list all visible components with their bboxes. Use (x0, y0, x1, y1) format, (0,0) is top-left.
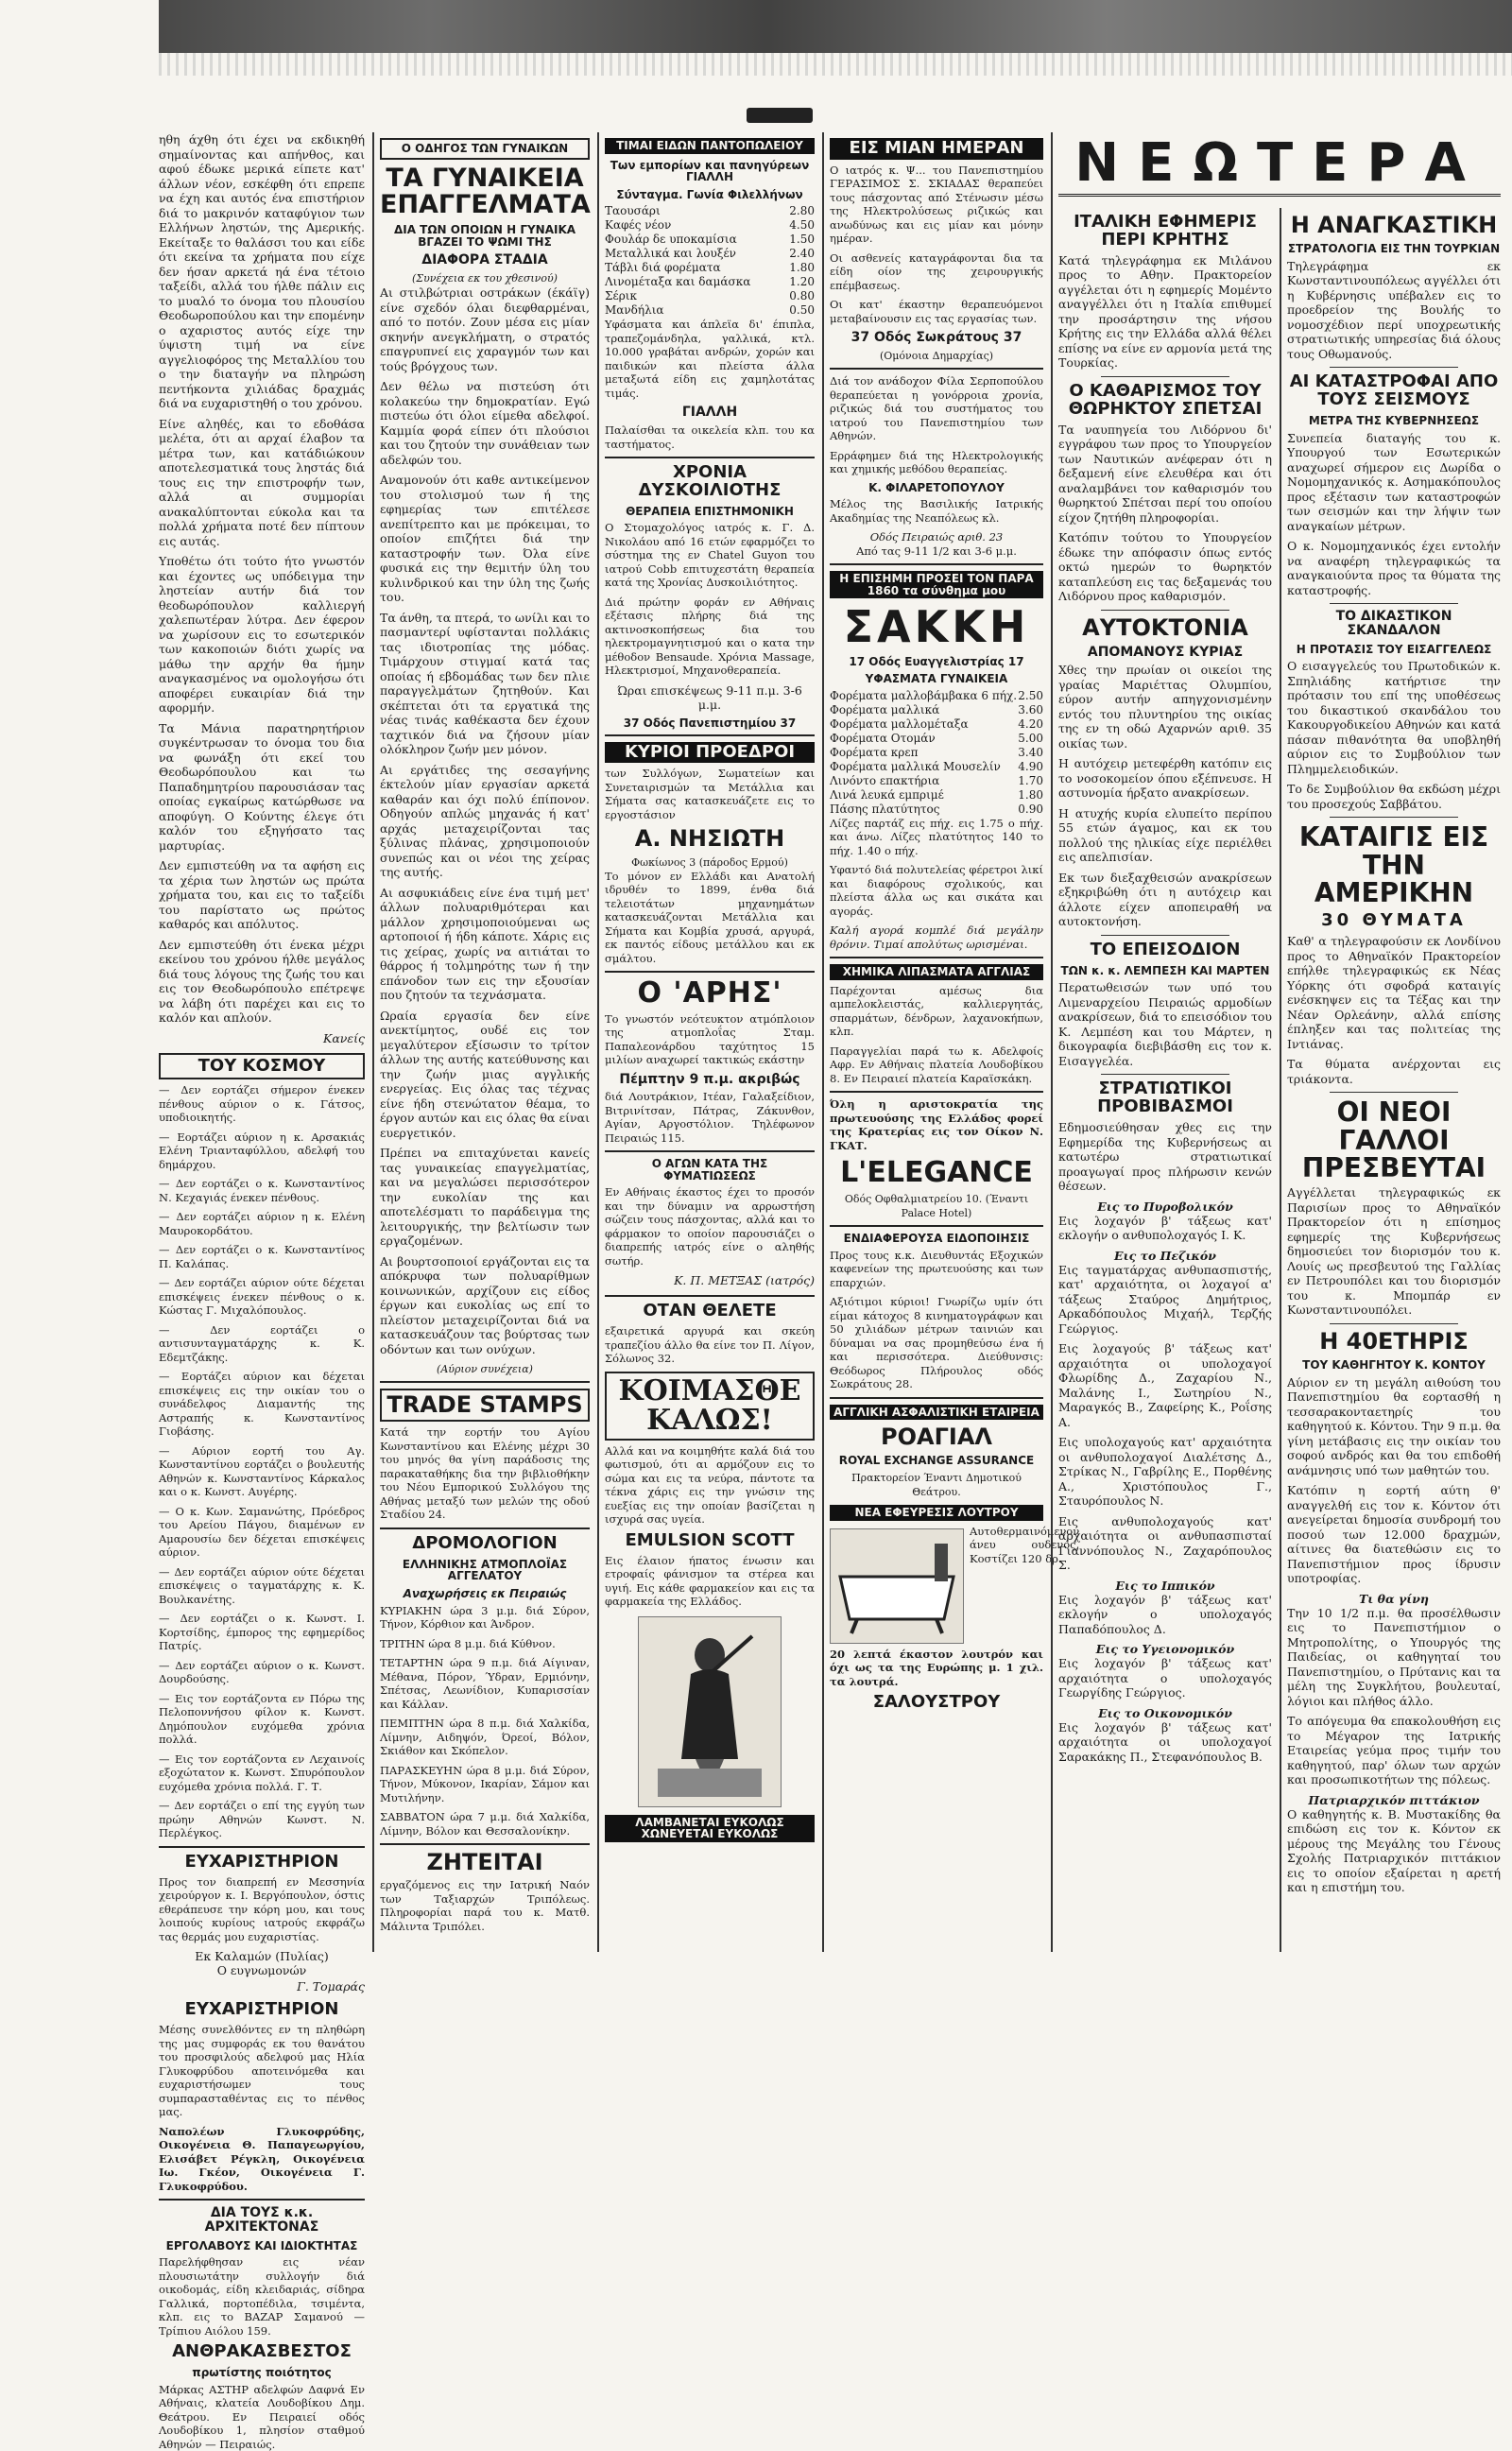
page-top-strip (159, 53, 1512, 76)
section-heading: ΑΝΘΡΑΚΑΣΒΕΣΤΟΣ (172, 2341, 352, 2362)
ad-text: Μάρκας ΑΣΤΗΡ αδελφών Δαφνά Εν Αθήναις, κλατεία Λουδοβίκου Δημ. Θεάτρου. Εν Πειραιεί οδός Λουδοβίκου 1, πλησίον σταθμού Αθηνών — Πειραιώς. (159, 2382, 365, 2451)
headline: Ο ΚΑΘΑΡΙΣΜΟΣ ΤΟΥ ΘΩΡΗΚΤΟΥ ΣΠΕΤΣΑΙ (1068, 380, 1263, 419)
section-heading: ΔΙΑ ΤΟΥΣ κ.κ. ΑΡΧΙΤΕΚΤΟΝΑΣ (204, 2205, 319, 2235)
divider (1101, 1074, 1229, 1075)
ad-text: Το μόνον εν Ελλάδι και Ανατολή ιδρυθέν το 1899, ένθα διά τελειοτάτων μηχανημάτων κατασκευάζονται Μετάλλια και Σήματα και Κομβία χρυσά, αργυρά, εκ παντός είδους μετάλλου και εκ σμάλτου. (605, 869, 815, 965)
notice-text: — Δεν εορτάζει αύριον ο κ. Κωνστ. Δουρδούσης. (159, 1658, 365, 1686)
article-text: Εις λοχαγόν β' τάξεως κατ' αρχαιότητα οι υπολοχαγοί Σαρακάκης Π., Στεφανόπουλος Β. (1058, 1719, 1272, 1764)
price-item-name: Μεταλλικά και λουξέν (605, 247, 736, 261)
headline: ΑΥΤΟΚΤΟΝΙΑ (1082, 613, 1248, 641)
price-row (830, 703, 1043, 717)
article-text: Δεν εμπιστεύθη ότι ένεκα μέχρι εκείνου του χρόνου ήλθε μεγάλος διά τους λόγους της ζωής του και εις τον Θεοδωρόπουλο επέτρεψε να λάβη ότι παρέχει και εις το καλόν και απλούν. (159, 937, 365, 1025)
article-text: Πρέπει να επιταχύνεται κανείς τας γυναικείας επαγγελματίας, και να μεγαλώσει περισσότερον την ευκολίαν της και αποτελέσματι το παράδειγμα της λειτουργικής, την βελτίωσιν των εργαζομένων. (380, 1146, 590, 1249)
ad-footer: ΛΑΜΒΑΝΕΤΑΙ ΕΥΚΟΛΩΣ ΧΩΝΕΥΕΤΑΙ ΕΥΚΟΛΩΣ (605, 1815, 815, 1842)
ad-subheading: Σύνταγμα. Γωνία Φιλελλήνων (616, 187, 803, 201)
ad-subheading: ΕΛΛΗΝΙΚΗΣ ΑΤΜΟΠΛΟΪΑΣ ΑΓΓΕΛΑΤΟΥ (402, 1557, 568, 1583)
notice-text: — Αύριον εορτή του Αγ. Κωνσταντίνου εορτάζει ο βουλευτής Αθηνών κ. Κωνσταντίνος Κάρκαλος και ο κ. Κωνστ. Αυγέρης. (159, 1443, 365, 1499)
price-item-name: Σέρικ (605, 289, 637, 303)
price-item-value: 0.80 (789, 289, 815, 303)
divider (1330, 817, 1458, 818)
headline: ΑΙ ΚΑΤΑΣΤΡΟΦΑΙ ΑΠΟ ΤΟΥΣ ΣΕΙΣΜΟΥΣ (1289, 371, 1499, 410)
article-text: Εις λοχαγόν β' τάξεως κατ' εκλογήν ο υπολοχαγός Παπαδόπουλος Δ. (1058, 1592, 1272, 1636)
ad-subheading: ΥΦΑΣΜΑΤΑ ΓΥΝΑΙΚΕΙΑ (865, 672, 1008, 686)
column-3 (605, 132, 815, 1952)
ad-name: ΣΑΛΟΥΣΤΡΟΥ (872, 1692, 1001, 1712)
address-line: 37 Οδός Πανεπιστημίου 37 (623, 716, 797, 730)
article-text: Ο εισαγγελεύς του Πρωτοδικών κ. Σπηλιάδης κατήρτισε την πρότασιν του επί της υποθέσεως του δικαστικού σκανδάλου του Κακουργοδικείου Αθηνών και κατά πάσαν πιθανότητα θα υποβληθή αύριον εις το Συμβούλιον των Πλημμελειοδικών. (1287, 659, 1501, 776)
price-item-value: 4.20 (1018, 716, 1043, 731)
schedule-line: ΣΑΒΒΑΤΟΝ ώρα 7 μ.μ. διά Χαλκίδα, Λίμνην, Βόλον και Θεσσαλονίκην. (380, 1810, 590, 1838)
ad-text: Ο ιατρός κ. Ψ... του Πανεπιστημίου ΓΕΡΑΣΙΜΟΣ Σ. ΣΚΙΑΔΑΣ θεραπεύει τους πάσχοντας από Στένωσιν μέσω της Ηλεκτρολύσεως ριζικώς και ανωδύνως και εις μίαν και μόνην ημέραν. (830, 163, 1043, 246)
price-item-value: 1.20 (789, 275, 815, 289)
subheadline: ΜΕΤΡΑ ΤΗΣ ΚΥΒΕΡΝΗΣΕΩΣ (1308, 414, 1480, 428)
price-item-name: Λινομέταξα και δαμάσκα (605, 275, 751, 289)
ad-name: Κ. ΦΙΛΑΡΕΤΟΠΟΥΛΟΥ (868, 480, 1005, 494)
notice-text: — Εις τον εορτάζοντα εν Λεχαινοίς εξοχώτατον κ. Κωνστ. Σπυρόπουλον ευχόμεθα χρόνια πολλά. Γ. Τ. (159, 1752, 365, 1793)
article-text: Αι εργάτιδες της σεσαγήνης έκτελούν μίαν εργασίαν αρκετά καθαράν και όχι πολύ έπίπονον. Οδηγούν απλώς μηχανάς ή κατ' αρχάς μεταχειρίζονται τας ξύλινας πλάνας, χρησιμοποιούν συνεπώς και οι νέοι της χείρας της αυτής. (380, 762, 590, 880)
price-item-value: 1.70 (1018, 773, 1043, 787)
divider (159, 2199, 365, 2201)
divider (830, 1397, 1043, 1399)
divider (380, 1381, 590, 1383)
article-text: Την 10 1/2 π.μ. θα προσέλθωσιν εις το Πανεπιστήμιον ο Μητροπολίτης, ο Υπουργός της Παιδείας, οι καθηγηταί του Πανεπιστημίου, ο Πρύτανις και τα μέλη της Συγκλήτου, βουλευταί, λόγιοι και πλήθος άλλο. (1287, 1605, 1501, 1708)
notice-text: Μέσης συνελθόντες εν τη πληθώρη της μας συμφοράς εκ του θανάτου του προσφιλούς αδελφού μας Ηλία Γλυκοφρύδου αποτεινόμεθα και ευχαριστήσωμεν τους συμπαρασταθέντας εις το πένθος μας. (159, 2023, 365, 2119)
price-row (830, 788, 1043, 803)
section-heading: ΕΥΧΑΡΙΣΤΗΡΙΟΝ (184, 1851, 339, 1872)
article-text: Εδημοσιεύθησαν χθες εις την Εφημερίδα της Κυβερνήσεως αι κατωτέρω στρατιωτικαί προαγωγαί προς πλήρωσιν κενών θέσεων. (1058, 1120, 1272, 1194)
ad-name: ΡΟΑΓΙΑΛ (881, 1424, 992, 1451)
subsection-title: Εις το Ιππικόν (1115, 1578, 1215, 1593)
price-row (605, 247, 815, 261)
headline: Η 40ΕΤΗΡΙΣ (1319, 1327, 1469, 1355)
ad-heading: ΕΙΣ ΜΙΑΝ ΗΜΕΡΑΝ (830, 138, 1043, 160)
divider (380, 1843, 590, 1845)
price-item-value: 2.50 (1018, 688, 1043, 702)
price-item-value: 1.80 (1018, 787, 1043, 802)
subsection-title: Εις το Υγειονομικόν (1095, 1642, 1235, 1657)
article-text: Ωραία εργασία δεν είνε ανεκτίμητος, ουδέ εις τον μεγαλύτερον εξίσωσιν το τρίτον άλλων της αυτής κατεύθυνσης και την ζωήν μιας αγγλικής ενεργείας. Εις όλας τας τέχνας είνε ήδη στενώτατον θέαμα, το έργον αυτών και εις όλας θα είναι ευεργετικόν. (380, 1008, 590, 1140)
column-1 (159, 132, 365, 2451)
notice-text: — Δεν εορτάζει αύριον ούτε δέχεται επισκέψεις ένεκεν πένθους ο κ. Κώστας Γ. Μιχαλόπουλος. (159, 1276, 365, 1318)
masthead-ornament (747, 108, 813, 123)
address-line: Οδός Πειραιώς αριθ. 23 (869, 530, 1004, 544)
price-item-value: 5.00 (1018, 731, 1043, 745)
ad-name: Α. ΝΗΣΙΩΤΗ (634, 825, 785, 853)
page-top-border (159, 0, 1512, 53)
article-text: Τα ναυπηγεία του Λιδόρνου δι' εγγράφου των προς το Υπουργείον των Ναυτικών ανέφεραν ότι η δεξαμενή είνε ελευθέρα και ότι αναλαμβάνει τον καθαρισμόν του θωρηκτού Σπέτσαι περί του οποίου είχον ζητήθη πληροφορίαι. (1058, 422, 1272, 525)
ad-heading: ΖΗΤΕΙΤΑΙ (426, 1849, 543, 1876)
ad-text: Παραγγελίαι παρά τω κ. Αδελφοίς Αφρ. Εν Αθήναις πλατεία Λουδοβίκου 8. Εν Πειραιεί πλατεία Καραϊσκάκη. (830, 1044, 1043, 1085)
address-line: Οδός Οφθαλμιατρείου 10. (Έναντι Palace Hotel) (844, 1192, 1029, 1219)
article-text: Ο καθηγητής κ. Β. Μυστακίδης θα επιδώση εις τον κ. Κόντον εκ μέρους της Μεγάλης του Γένους Σχολής Πατριαρχικόν πιττάκιον εις το οποίον εξαίρεται η αρετή και η επιστήμη του. (1287, 1806, 1501, 1895)
article-text: Εις ταγματάρχας ανθυπασπιστής, κατ' αρχαιότητα, οι λοχαγοί α' τάξεως Σταύρος Δημήτριος, Αρκαδόπουλος Μιχαήλ, Τερζής Γεώργιος. (1058, 1262, 1272, 1336)
article-text: Η αυτόχειρ μετεφέρθη κατόπιν εις το νοσοκομείον όπου εξέπνευσε. Η αστυνομία ήρξατο ανακρίσεων. (1058, 756, 1272, 801)
article-text: Το απόγευμα θα επακολουθήση εις το Μέγαρον της Ιατρικής Εταιρείας γεύμα προς τιμήν του καθηγητού, παρ' όλων των αρχών και προσωπικοτήτων της πόλεως. (1287, 1714, 1501, 1787)
subsection-title: Εις το Οικονομικόν (1098, 1705, 1232, 1720)
article-text: Αι βουρτσοποιοί εργάζονται εις τα απόκρυφα των πολυαρίθμων κοινωνικών, αρχίζουν εις είδος έργων και ευκολίας ως επί το πλείστον μεταχειρίζονται διά να κατασκευάζουν τας βούρτσας των οδόντων και των ονύχων. (380, 1253, 590, 1356)
notice-text: — Δεν εορτάζει ο κ. Κωνσταντίνος Ν. Κεχαγιάς ένεκεν πένθους. (159, 1177, 365, 1204)
ad-text: Παρελήφθησαν εις νέαν πλουσιωτάτην συλλογήν διά οικοδομάς, είδη κλειδαριάς, σίδηρα Γαλλικά, πορτοπέδιλα, τσιμέντα, κλπ. εις το ΒΑΖΑΡ Σαμανού — Τρίπιου Αιόλου 159. (159, 2255, 365, 2338)
ad-text: Κατά την εορτήν του Αγίου Κωνσταντίνου και Ελένης μέχρι 30 του μηνός θα γίνη παράδοσις της παρακαταθήκης δια την βιβλιοθήκην του Νέου Εμπορικού Συλλόγου της Αθήνας μεταξύ των μελών της οδού Σταδίου 24. (380, 1425, 590, 1522)
bath-ad-body (830, 1524, 1080, 1648)
ad-subheading: Των εμπορίων και πανηγύρεων ΓΙΑΛΛΗ (610, 158, 810, 184)
ad-heading: ΚΥΡΙΟΙ ΠΡΟΕΔΡΟΙ (605, 742, 815, 764)
price-row (830, 732, 1043, 746)
article-text: Συνεπεία διαταγής του κ. Υπουργού των Εσωτερικών αναχωρεί σήμερον εις Δωρίδα ο Νομομηχανικός κ. Ασημακόπουλος προς εξέτασιν των καταστροφών των σεισμών και την λήψιν των αναγκαίων μέτρων. (1287, 430, 1501, 533)
column-rule (1051, 132, 1053, 1952)
article-text: Δεν θέλω να πιστεύση ότι κολακεύω την δημοκρατίαν. Εγώ πιστεύω ότι όλοι είμεθα αδελφοί. Καμμία φορά είπεν ότι πλούσιοι και του ζητούν την συνάθειαν των αδελφών του. (380, 379, 590, 467)
article-text: Τα Μάνια παρατηρητήριον συγκέντρωσαν το όνομα του δια να φωνάξη ότι εκεί του Θεοδωρόπουλου και τω Παπαδημητρίου παρουσιάσαν τας οποίας εγκαίρως κατώρθωσε να αποφύγη. Ο Κούντης έλεγε ότι καλόν του εξηγήσατο τας μαρτυρίας. (159, 720, 365, 853)
divider (830, 1225, 1043, 1227)
price-item-value: 4.90 (1018, 759, 1043, 773)
notice-signers: Ναπολέων Γλυκοφρύδης, Οικογένεια Θ. Παπαγεωργίου, Ελισάβετ Ρέγκλη, Οικογένεια Ιω. Γκέον, Οικογένεια Γ. Γλυκοφρύδου. (159, 2124, 365, 2193)
column-rule (1280, 208, 1281, 1952)
subheadline: ΣΤΡΑΤΟΛΟΓΙΑ ΕΙΣ ΤΗΝ ΤΟΥΡΚΙΑΝ (1287, 242, 1501, 256)
article-text: Αι στιλβώτριαι οστράκων (έκάϊγ) είνε σχεδόν όλαι διεφθαρμέναι, από το ποτόν. Ζουν μέσα εις μίαν σκηνήν ανεγκλήματη, ο στρατός επαγρυπνεί εις χαραγμόν των και τούς βρόγχους των. (380, 285, 590, 373)
address-line: (Ομόνοια Δημαρχίας) (879, 350, 994, 363)
divider (830, 1091, 1043, 1093)
article-text: Εκ των διεξαχθεισών ανακρίσεων εξηκριβώθη ότι η αυτόχειρ και άλλοτε είχεν αποπειραθή να αυτοκτονήση. (1058, 870, 1272, 929)
article-text: Κατόπιν τούτου το Υπουργείον έδωκε την απόφασιν όπως εντός οκτώ ημερών το θωρηκτόν καταπλεύση εις τας δεξαμενάς του Λιδόρνου προς καθαρισμόν. (1058, 530, 1272, 604)
ad-subheading: ROYAL EXCHANGE ASSURANCE (838, 1454, 1035, 1468)
price-item-name: Πάσης πλατύτητος (830, 802, 940, 816)
headline: ΙΤΑΛΙΚΗ ΕΦΗΜΕΡΙΣ ΠΕΡΙ ΚΡΗΤΗΣ (1074, 212, 1257, 250)
ad-heading: Ο ΑΓΩΝ ΚΑΤΑ ΤΗΣ ΦΥΜΑΤΙΩΣΕΩΣ (651, 1157, 768, 1182)
price-row (830, 717, 1043, 732)
notice-text: — Εορτάζει αύριον και δέχεται επισκέψεις εις την οικίαν του ο συνάδελφος Διαμαντής της Αστραπής κ. Κωνσταντίνος Γιοβάσης. (159, 1370, 365, 1439)
ad-text: Αλλά και να κοιμηθήτε καλά διά του φωτισμού, ότι αι αρμόζουν εις το σώμα και εις τα νεύρα, πάντοτε τα τέκνα χάρις εις την γνώσιν της ευεξίας εις την οποίαν βασίζεται η ισχυρά σας υγεία. (605, 1443, 815, 1527)
price-item-name: Φορέματα μαλλικά (830, 702, 940, 716)
signature: Γ. Τομαράς (297, 1979, 365, 1994)
price-item-value: 1.50 (789, 233, 815, 247)
column-rule (597, 132, 599, 1952)
price-item-name: Φουλάρ δε υποκαμίσια (605, 233, 737, 247)
continuation-note: (Αύριον συνέχεια) (437, 1363, 533, 1376)
signature: Κανείς (323, 1030, 365, 1045)
hours-line: Από τας 9-11 1/2 και 3-6 μ.μ. (856, 544, 1017, 559)
ad-text: Αυτοθερμαινόμενον άνευ ουδενός, Κοστίζει 120 δρ. (970, 1524, 1080, 1565)
notice-text: — Ο κ. Κων. Σαμανώτης, Πρόεδρος του Αρείου Πάγου, διαμένων εν Αμαρουσίω δεν δέχεται επισκέψεις αύριον. (159, 1504, 365, 1560)
price-item-value: 0.50 (789, 303, 815, 318)
price-row (830, 760, 1043, 774)
divider (1101, 376, 1229, 377)
ad-text: Υφαντό διά πολυτελείας φέρετροι λικί και διαφόρους σχολικούς, και πλείστα άλλα ως και σικάτα και αγοράς. (830, 863, 1043, 918)
ad-text: Καλή αγορά κομπλέ διά μεγάλην θρόνιν. Τιμαί απολύτως ωρισμέναι. (830, 923, 1043, 951)
ad-heading: ΧΗΜΙΚΑ ΛΙΠΑΣΜΑΤΑ ΑΓΓΛΙΑΣ (830, 964, 1043, 980)
bathtub-icon (831, 1529, 963, 1643)
price-row (830, 774, 1043, 788)
price-item-name: Τάβλι διά φορέματα (605, 261, 721, 275)
notice-text: — Δεν εορτάζει αύριον η κ. Ελένη Μαυροκορδάτου. (159, 1210, 365, 1237)
address-line: 17 Οδός Ευαγγελιστρίας 17 (849, 654, 1024, 668)
article-text: Αγγέλλεται τηλεγραφικώς εκ Παρισίων προς το Αθηναϊκόν Πρακτορείον ότι η επίσημος εφημερίς της Κυβερνήσεως δημοσιεύει τον διορισμόν του κ. Λουίς ως πρεσβευτού της Γαλλίας εν Πετρουπόλει και του διορισμόν του κ. Μπομπάρ εν Κωνσταντινουπόλει. (1287, 1185, 1501, 1318)
ad-text: διά Λουτράκιον, Ιτέαν, Γαλαξείδιον, Βιτρινίτσαν, Πάτρας, Ζάκυνθον, Αγίαν, Αργοστόλιον. Τηλέφωνον Πειραιώς 115. (605, 1090, 815, 1145)
divider (605, 734, 815, 736)
schedule-line: ΚΥΡΙΑΚΗΝ ώρα 3 μ.μ. διά Σύρον, Τήνον, Κόρθιον και Άνδρον. (380, 1603, 590, 1631)
fisherman-icon (639, 1617, 781, 1806)
ad-subheading: Αναχωρήσεις εκ Πειραιώς (403, 1586, 567, 1600)
headline: ΣΤΡΑΤΙΩΤΙΚΟΙ ΠΡΟΒΙΒΑΣΜΟΙ (1097, 1079, 1233, 1117)
price-item-value: 3.60 (1018, 702, 1043, 716)
schedule-line: ΠΕΜΠΤΗΝ ώρα 8 π.μ. διά Χαλκίδα, Λίμνην, Αιδηψόν, Όρεοί, Βόλον, Σκιάθον και Σκόπελον. (380, 1717, 590, 1758)
subheadline: 30 ΘΥΜΑΤΑ (1321, 910, 1467, 931)
headline: ΤΟ ΕΠΕΙΣΟΔΙΟΝ (1090, 939, 1241, 959)
price-item-name: Ταουσάρι (605, 204, 661, 218)
section-subheading: πρωτίστης ποιότητος (192, 2366, 332, 2380)
ad-text: Διά πρώτην φοράν εν Αθήναις εξέτασις πλήρης διά της ακτινοσκοπήσεως δια του ηλεκτρομαγνητισμού και ο κατα την μέθοδον Bensaude. Χρόνια Massage, Ηλεκτρισμοί, Μηχανοθεραπεία. (605, 595, 815, 678)
address-line: 37 Οδός Σωκράτους 37 (850, 330, 1022, 346)
price-row (605, 218, 815, 233)
section-subheading: ΕΡΓΟΛΑΒΟΥΣ ΚΑΙ ΙΔΙΟΚΤΗΤΑΣ (165, 2238, 358, 2253)
section-heading: ΕΥΧΑΡΙΣΤΗΡΙΟΝ (184, 1999, 339, 2020)
article-text: Αι ασφυκιάδεις είνε ένα τιμή μετ' άλλων πολυαριθμότεραι και μάλλον χρησιμοποιούμεναι ως αρτοποιοί ή ήδη κάποτε. Χάρις εις τις χείρας, χωρίς να αιτιάται το θάρρος ή τολμηρότης των ή την επάνοδον των εις την εξουσίαν που ζητούν τα τεχνάσματα. (380, 885, 590, 1003)
newspaper-page (159, 132, 1502, 2451)
notice-text: — Δεν εορτάζει σήμερον ένεκεν πένθους αύριον ο κ. Γάτσος, υποδιοικητής. (159, 1083, 365, 1125)
ad-text: Λίζες παρτάζ εις πήχ. εις 1.75 ο πήχ. και άνω. Λίζες πλατύτητος 140 το πήχ. 1.40 ο πήχ. (830, 816, 1043, 857)
ad-text: Υφάσματα και άπλεϊα δι' έπιπλα, τραπεζομάνδηλα, γαλλικά, κτλ. 10.000 γραβάται ανδρών, χορών και παιδικών και πλείστα άλλα μεταξωτά είδη εις χαμηλοτάτας τιμάς. (605, 318, 815, 400)
price-item-name: Λινόντο επακτήρια (830, 773, 940, 787)
place-line: Ο ευγνωμονών (216, 1963, 307, 1978)
divider (1330, 1092, 1458, 1093)
article-text: Εις λοχαγόν β' τάξεως κατ' αρχαιότητα ο υπολοχαγός Γεωργίδης Γεώργιος. (1058, 1656, 1272, 1700)
price-row (605, 275, 815, 289)
ad-subheading: Πέμπτην 9 π.μ. ακριβώς (619, 1071, 800, 1087)
article-text: Τα άνθη, τα πτερά, το ωνίλι και το πασμαντερί υφίστανται πολλάκις τας ιδιοτροπίας της μόδας. Τιμάρχουν στιγμαί κατά τας οποίας ή εβδομάδας των δεν πλιε παραγγελμάτων ζητηθούν. Και σκέπτεται ότι τα εργατικά της νέας τινάς καθέκαστα δεν έχουν ταχτικόν διά να ζήσουν μίαν ολόκληρον ζωήν μεν μόνον. (380, 610, 590, 757)
ad-text: 20 λεπτά έκαστον λουτρόν και όχι ως τα της Ευρώπης μ. 1 χιλ. τα λουτρά. (830, 1647, 1043, 1688)
price-item-value: 4.50 (789, 218, 815, 233)
section-heading: ΤΟΥ ΚΟΣΜΟΥ (159, 1053, 365, 1080)
place-line: Εκ Καλαμών (Πυλίας) (195, 1949, 329, 1964)
price-item-name: Μανδήλια (605, 303, 664, 318)
price-item-name: Λινά λευκά εμπριμέ (830, 787, 944, 802)
notice-text: — Εορτάζει αύριον η κ. Αρσακιάς Ελένη Τριανταφύλλου, αδελφή του δημάρχου. (159, 1130, 365, 1171)
price-row (605, 204, 815, 218)
ad-name: L'ELEGANCE (840, 1156, 1033, 1190)
ad-name: ΣΑΚΚΗ (843, 601, 1030, 653)
price-row (605, 289, 815, 303)
article-text: Εις υπολοχαγούς κατ' αρχαιότητα οι ανθυπολοχαγοί Διαλέτσης Δ., Στρίκας Ν., Γαβρίλης Ε., Πορθένης Α., Χριστόπουλος Γ., Σταυρόπουλος Ν. (1058, 1435, 1272, 1509)
divider (605, 971, 815, 973)
headline: ΤΟ ΔΙΚΑΣΤΙΚΟΝ ΣΚΑΝΔΑΛΟΝ (1335, 609, 1452, 638)
section-banner: ΝΕΩΤΕΡΑ (1058, 132, 1501, 197)
subheadline: ΑΠΟΜΑΝΟΥΣ ΚΥΡΙΑΣ (1087, 644, 1244, 660)
price-item-name: Καφές νέον (605, 218, 672, 233)
article-text: Το δε Συμβούλιον θα εκδώση μέχρι του προσεχούς Σαββάτου. (1287, 782, 1501, 811)
signature: Κ. Π. ΜΕΤΞΑΣ (ιατρός) (674, 1273, 815, 1288)
section-heading: Ο ΟΔΗΓΟΣ ΤΩΝ ΓΥΝΑΙΚΩΝ (380, 138, 590, 160)
column-5 (1058, 208, 1272, 1952)
ad-heading: ΚΟΙΜΑΣΘΕ ΚΑΛΩΣ! (605, 1372, 815, 1441)
divider (830, 957, 1043, 958)
notice-text: — Δεν εορτάζει ο κ. Κωνσταντίνος Π. Καλάπας. (159, 1243, 365, 1270)
divider (1101, 610, 1229, 611)
price-row (605, 303, 815, 318)
price-row (830, 689, 1043, 703)
price-list (830, 689, 1043, 817)
bathtub-illustration (830, 1528, 964, 1644)
article-text: Εις λοχαγόν β' τάξεως κατ' εκλογήν ο ανθυπολοχαγός Ι. Κ. (1058, 1213, 1272, 1243)
article-text: Τα θύματα ανέρχονται εις τριάκοντα. (1287, 1057, 1501, 1086)
ad-name: ΓΙΑΛΛΗ (681, 405, 738, 421)
ad-text: των Συλλόγων, Σωματείων και Συνεταιρισμών τα Μετάλλια και Σήματα σας κατασκευάζετε εις το εργοστάσιον (605, 767, 815, 821)
neotera-banner (1058, 132, 1501, 208)
column-2 (380, 132, 590, 1952)
price-item-value: 1.80 (789, 261, 815, 275)
subheadline: ΔΙΑΦΟΡΑ ΣΤΑΔΙΑ (421, 252, 548, 268)
ad-heading: ΧΡΟΝΙΑ ΔΥΣΚΟΙΛΙΟΤΗΣ (638, 462, 782, 500)
divider (605, 1150, 815, 1152)
price-item-value: 2.80 (789, 204, 815, 218)
subsection-title: Εις το Πυροβολικόν (1097, 1199, 1233, 1214)
ad-text: Το γνωστόν νεότευκτον ατμόπλοιον της ατμοπλοΐας Σταμ. Παπαλεονάρδου ταχύτητος 15 μιλίων αναχωρεί τακτικώς εκάστην (605, 1011, 815, 1067)
ad-heading: ΔΡΟΜΟΛΟΓΙΟΝ (412, 1532, 558, 1553)
headline: ΚΑΤΑΙΓΙΣ ΕΙΣ ΤΗΝ ΑΜΕΡΙΚΗΝ (1298, 821, 1489, 908)
ad-text: Μέλος της Βασιλικής Ιατρικής Ακαδημίας της Νεαπόλεως κλ. (830, 497, 1043, 525)
ad-heading: ΤΙΜΑΙ ΕΙΔΩΝ ΠΑΝΤΟΠΩΛΕΙΟΥ (605, 138, 815, 154)
divider (1330, 367, 1458, 368)
article-text: Εις ανθυπολοχαγούς κατ' αρχαιότητα οι ανθυπασπισταί Γιαννόπουλος Ν., Ζαχαρόπουλος Σ. (1058, 1513, 1272, 1573)
price-row (605, 233, 815, 247)
divider (1330, 603, 1458, 604)
divider (605, 457, 815, 458)
price-item-name: Φορέματα κρεπ (830, 745, 919, 759)
subsection-title: Τι θα γίνη (1358, 1591, 1430, 1606)
ad-text: Παρέχονται αμέσως δια αμπελοκλειστάς, καλλιεργητάς, σπαρμάτων, δένδρων, λαχανοκήπων, κλπ. (830, 983, 1043, 1039)
address-line: Πρακτορείον Έναντι Δημοτικού Θεάτρου. (851, 1471, 1022, 1498)
ad-text: Ο Στομαχολόγος ιατρός κ. Γ. Δ. Νικολάου από 16 ετών εφαρμόζει το σύστημα της εν Chatel Guyon του ιατρού Cobb επιτυχεστάτη θεραπεία κατά της Χρονίας Δυσκοιλιότητος. (605, 521, 815, 590)
price-row (605, 261, 815, 275)
divider (1330, 1323, 1458, 1324)
price-row (830, 746, 1043, 760)
schedule-line: ΠΑΡΑΣΚΕΥΗΝ ώρα 8 μ.μ. διά Σύρον, Τήνον, Μύκονον, Ικαρίαν, Σάμον και Μυτιλήνην. (380, 1763, 590, 1804)
article-text: Η ατυχής κυρία ελυπείτο περίπου 55 ετών άγαμος, και εκ του πολλού της ηλικίας είχε περιέλθει εις απελπισίαν. (1058, 805, 1272, 865)
headline: ΟΙ ΝΕΟΙ ΓΑΛΛΟΙ ΠΡΕΣΒΕΥΤΑΙ (1301, 1096, 1486, 1183)
divider (1101, 935, 1229, 936)
divider (830, 563, 1043, 565)
price-item-value: 3.40 (1018, 745, 1043, 759)
article-text: Εις λοχαγούς β' τάξεως κατ' αρχαιότητα οι υπολοχαγοί Φλωρίδης Δ., Ζαχαρίου Ν., Μαλάνης Ι., Σωτηρίου Ν., Μαραγκός Β., Ζαφείρης Κ., Ροΐσης Α. (1058, 1341, 1272, 1429)
subheadline: ΔΙΑ ΤΩΝ ΟΠΟΙΩΝ Η ΓΥΝΑΙΚΑ ΒΓΑΖΕΙ ΤΟ ΨΩΜΙ ΤΗΣ (393, 223, 576, 249)
article-text: Αναμονούν ότι καθε αντικείμενον του στολισμού των ή της εφημερίας των επιτέλεσε ανεπίτρεπτο και με πρόκειμαι, το οποίον επιζήτει διά την καταστροφήν των. Όλα είνε φυσικά εις την θεμιτήν ύλη του κυλινδρικού και την ύλη της ζωής του. (380, 473, 590, 605)
ad-heading: ΑΓΓΛΙΚΗ ΑΣΦΑΛΙΣΤΙΚΗ ΕΤΑΙΡΕΙΑ (830, 1405, 1043, 1421)
address-line: Φωκίωνος 3 (πάροδος Ερμού) (631, 855, 788, 869)
fisherman-illustration (638, 1616, 782, 1807)
ad-text: Προς τους κ.κ. Διευθυντάς Εξοχικών καφενείων της πρωτευούσης και των επαρχιών. (830, 1248, 1043, 1289)
subsection-title: Εις το Πεζικόν (1114, 1248, 1216, 1263)
ad-heading: EMULSION SCOTT (625, 1529, 795, 1550)
notice-text: — Δεν εορτάζει αύριον ούτε δέχεται επισκέψεις ο ταγματάρχης κ. Κ. Βουλκανέτης. (159, 1564, 365, 1606)
column-4 (830, 132, 1080, 1952)
article-text: ηθη άχθη ότι έχει να εκδικηθή σημαίνοντας και απήνθος, και αφού έδωκε μερικά είπετε κατ' άλλων νέον, εσκέφθη ότι επρεπε να έχη και αυτός ένα επιστήριον διά το μακρινόν καταφύγιον των Ελλήνων ληστών, της Αμερικής. Εκείταξε το θαλάσσι του και είδε ότι εκείνα τα χρήματα που είχε δεν ήσαν αρκετά ηά ένα τέτοιο ταξείδι, αλλά του ήλθε πάλιν εις το μυαλό το όνομα του πλουσίου Θεοδωροπούλου και την επομένην ο αχαριστος αυτός είχε την ύψιστη τιμή να είνε αγγελιοφόρος της Μεταλλίου του ο την διαταγήν να πληρώση πεντήκοντα χιλιάδας δραχμάς διά να ευχαριστηθή ο του χρόνου. (159, 132, 365, 410)
headline: Η ΑΝΑΓΚΑΣΤΙΚΗ (1290, 212, 1498, 238)
price-item-name: Φορέματα μαλλοβάμβακα 6 πήχ. (830, 688, 1018, 702)
notice-text: — Εις τον εορτάζοντα εν Πόρω της Πελοποννήσου φίλον κ. Κωνστ. Δημόπουλον ευχόμεθα χρόνια πολλά. (159, 1691, 365, 1747)
price-item-name: Φορέματα Οτομάν (830, 731, 936, 745)
divider (380, 1528, 590, 1529)
price-item-name: Φορέματα μαλλικά Μουσελίν (830, 759, 1001, 773)
article-text: Δεν εμπιστεύθη να τα αφήση εις τα χέρια των ληστών ως πρώτα χρήματα του, και εις το ταξείδι του παρίστατο ως πρώτος καθαρός και απόλυτος. (159, 858, 365, 931)
ad-subheading: ΘΕΡΑΠΕΙΑ ΕΠΙΣΤΗΜΟΝΙΚΗ (626, 504, 794, 518)
ad-heading: Ο 'ΑΡΗΣ' (637, 976, 782, 1010)
ad-text: Παλαίσθαι τα οικελεία κλπ. του κα ταστήματος. (605, 423, 815, 451)
article-text: Υποθέτω ότι τούτο ήτο γνωστόν και έχοντες ως υπόδειγμα την ληστείαν αυτήν διά τον θεοδωρόπουλον καλλιεργή χαλεπωτέραν λύτρα. Δεν έφερον να χωρίσουν εις το εσωτερικόν των κακοποιών διότι χωρίς να μάθω την αρχήν θα ήμην αναγκασμένος να ομολογήσω ότι αποφέρει ευκαιρίαν διά την αφορμήν. (159, 554, 365, 715)
column-rule (372, 132, 374, 1952)
subheadline: Η ΠΡΟΤΑΣΙΣ ΤΟΥ ΕΙΣΑΓΓΕΛΕΩΣ (1296, 642, 1492, 656)
continuation-note: (Συνέχεια εκ του χθεσινού) (412, 272, 558, 285)
subsection-title: Πατριαρχικόν πιττάκιον (1308, 1792, 1480, 1807)
article-text: Κατόπιν η εορτή αύτη θ' αναγγελθή εις τον κ. Κόντον ότι ανεγείρεται δημοσία συνδρομή του ποσού των 12.000 δραχμών, αίτινες θα διατεθώσιν εις το Πανεπιστήμιον προς ίδρυσιν υποτροφίας. (1287, 1483, 1501, 1586)
ad-text: εξαιρετικά αργυρά και σκεύη τραπεζίου άλλο θα είνε τον Π. Λίγον, Σόλωνος 32. (605, 1324, 815, 1366)
ad-heading: ΕΝΔΙΑΦΕΡΟΥΣΑ ΕΙΔΟΠΟΙΗΣΙΣ (843, 1231, 1030, 1245)
ad-text: Οι ασθενείς καταγράφονται δια τα είδη οίον της χειρουργικής επέμβασεως. (830, 250, 1043, 292)
ad-text: εργαζόμενος εις την Ιατρική Ναόν των Ταξιαρχών Τριπόλεως. Πληροφορίαι παρά του κ. Ματθ. Μάλιντα Τριπόλει. (380, 1878, 590, 1933)
schedule-line: ΤΕΤΑΡΤΗΝ ώρα 9 π.μ. διά Αίγιναν, Μέθανα, Πόρον, Ύδραν, Ερμιόνην, Σπέτσας, Λεωνίδιον, Κυπαρισσίαν και Κάλλαν. (380, 1656, 590, 1711)
headline: ΤΑ ΓΥΝΑΙΚΕΙΑ ΕΠΑΓΓΕΛΜΑΤΑ (380, 163, 591, 219)
article-text: Κατά τηλεγράφημα εκ Μιλάνου προς το Αθην. Πρακτορείον αγγέλεται ότι η εφημερίς Μομέντο αναγγέλλει ότι η Ιταλία επιθυμεί την προσάρτησιν της νήσου Κρήτης εις την Ελλάδα αλλά θέλει επίσης να είνε εν αρμονία μετά της Τουρκίας. (1058, 252, 1272, 371)
price-item-value: 0.90 (1018, 802, 1043, 816)
ad-text: Οι κατ' έκαστην θεραπευόμενοι μεταβαίνουσιν εις τας εργασίας των. (830, 298, 1043, 325)
ad-heading: ΝΕΑ ΕΦΕΥΡΕΣΙΣ ΛΟΥΤΡΟΥ (830, 1505, 1043, 1521)
price-row (830, 803, 1043, 817)
price-item-value: 2.40 (789, 247, 815, 261)
schedule-line: ΤΡΙΤΗΝ ώρα 8 μ.μ. διά Κύθνον. (380, 1636, 556, 1650)
ad-text: Όλη η αριστοκρατία της πρωτευούσης της Ελλάδος φορεί της Κρατερίας εις τον Οίκον Ν. ΓΚΑΤ. (830, 1097, 1043, 1152)
divider (830, 368, 1043, 370)
price-item-name: Φορέματα μαλλομέταξα (830, 716, 969, 731)
ad-heading: ΟΤΑΝ ΘΕΛΕΤΕ (643, 1301, 777, 1321)
subheadline: ΤΩΝ κ. κ. ΛΕΜΠΕΣΗ ΚΑΙ ΜΑΡΤΕΝ (1060, 963, 1270, 977)
ad-text: Αξιότιμοι κύριοι! Γνωρίζω υμίν ότι είμαι κάτοχος 8 κινηματογράφων και 50 χιλιάδων μέτρων ταινιών και δύναμαι να σας προμηθεύσω ένα ή και περισσότερα. Διεύθυνσις: Θεόδωρος Πλήρουλος οδός Σωκράτους 28. (830, 1295, 1043, 1391)
hours-line: Ώραι επισκέψεως 9-11 π.μ. 3-6 μ.μ. (617, 682, 802, 712)
article-text: Ο κ. Νομομηχανικός έχει εντολήν να αναφέρη τηλεγραφικώς τα αναγκαιούντα προς τα θύματα της καταστροφής. (1287, 539, 1501, 597)
article-text: Αύριον εν τη μεγάλη αιθούση του Πανεπιστημίου θα εορτασθή η τεσσαρακονταετηρίς του καθηγητού κ. Κόντου. Την 9 π.μ. θα γίνη μετάβασις εις την οικίαν του σοφού ανδρός και θα του επιδοθή ανάμνησις υπό των μαθητών του. (1287, 1374, 1502, 1477)
subheadline: ΤΟΥ ΚΑΘΗΓΗΤΟΥ Κ. ΚΟΝΤΟΥ (1302, 1358, 1486, 1372)
ad-text: Εν Αθήναις έκαστος έχει το προσόν και την δύναμιν να αρρωστήση σώζειν τους πάσχοντας, αλλά και το φάρμακον το οποίον παρουσιάζει ο διαπρεπής ιατρός είνε ο αληθής σωτήρ. (605, 1185, 815, 1268)
ad-text: Ερράφημεν διά της Ηλεκτρολογικής και χημικής μεθόδου θεραπείας. (830, 448, 1043, 476)
article-text: Καθ' α τηλεγραφούσιν εκ Λονδίνου προς το Αθηναϊκόν Πρακτορείον επήλθε τηλεγραφικώς εκ Νέας Υόρκης ότι σφοδρά καταιγίς ενέσκηψεν εις τα Τέξας και την Νέαν Ορλεάνην, αλλά επίσης έπληξεν και τας πολιτείας της Ιντιάνας. (1287, 934, 1501, 1051)
article-text: Χθες την πρωίαν οι οικείοι της γραίας Μαριέττας Ολυμπίου, εύρον αυτήν απηγχονισμένην εντός του πλυντηρίου της οικίας της εν τη οδώ Αχαρνών αριθ. 35 οικίας των. (1058, 663, 1272, 751)
notice-text: — Δεν εορτάζει ο κ. Κωνστ. Ι. Κορτσίδης, έμπορος της εφημερίδος Πατρίς. (159, 1612, 365, 1653)
article-text: Περατωθεισών των υπό του Λιμεναρχείου Πειραιώς αρμοδίων ανακρίσεων, διά το επεισόδιον του Κ. Λεμπέση και του Μάρτεν, η δικογραφία διεβιβάσθη εις τον κ. Εισαγγελέα. (1058, 980, 1272, 1068)
price-list (605, 204, 815, 318)
ad-text: Εις έλαιον ήπατος ένωσιν και ετροφαίς φάνισμον τα στέρεα και υγιή. Εις κάθε φαρμακείον και εις τα φαρμακεία της Ελλάδος. (605, 1553, 815, 1609)
ad-heading: TRADE STAMPS (380, 1389, 590, 1422)
column-6 (1287, 208, 1501, 1952)
notice-text: — Δεν εορτάζει ο επί της εγγύη των πρώην Αθηνών Κωνστ. Ν. Περλέγκος. (159, 1799, 365, 1840)
divider (159, 1846, 365, 1848)
notice-text: — Δεν εορτάζει ο αντισυνταγματάρχης κ. Κ. Εδεμτζάκης. (159, 1322, 365, 1364)
article-text: Είνε αληθές, και το εδοθάσα μελέτα, ότι αι αρχαί έλαβον τα μέτρα των, και κατάδιώκουν αποτελεσματικά τους ληστάς διά τους εις την επιστροφήν των, αλλά αι συμμορίαι ανακαλύπτονται εύκολα και τα πολλά χρήματα ποτέ δεν πίπτουν εις αυτάς. (159, 416, 365, 548)
ad-text: Διά τον ανάδοχον Φίλα Σερποπούλου θεραπεύεται η γονόρροια χρονία, ριζικώς διά του συστήματος του ιατρού του Πανεπιστημίου των Αθηνών. (830, 374, 1043, 443)
notice-text: Προς τον διαπρεπή εν Μεσσηνία χειρούργον κ. Ι. Βεργόπουλον, όστις εθεράπευσε την κόρη μου, και τους λοιπούς κυρίους ιατρούς εκφράζω τας θερμάς μου ευχαριστίας. (159, 1874, 365, 1943)
column-rule (822, 132, 824, 1952)
article-text: Τηλεγράφημα εκ Κωνσταντινουπόλεως αγγέλλει ότι η Κυβέρνησις υπέβαλεν εις το προεδρείον της Βουλής το νομοσχέδιον περί υποχρεωτικής στρατιωτικής υπηρεσίας διά όλους τους Οθωμανούς. (1287, 258, 1501, 361)
divider (605, 1295, 815, 1297)
ad-heading: Η ΕΠΙΣΗΜΗ ΠΡΟΣΕΙ ΤΟΝ ΠΑΡΑ 1860 τα σύνθημα μου (830, 571, 1043, 598)
